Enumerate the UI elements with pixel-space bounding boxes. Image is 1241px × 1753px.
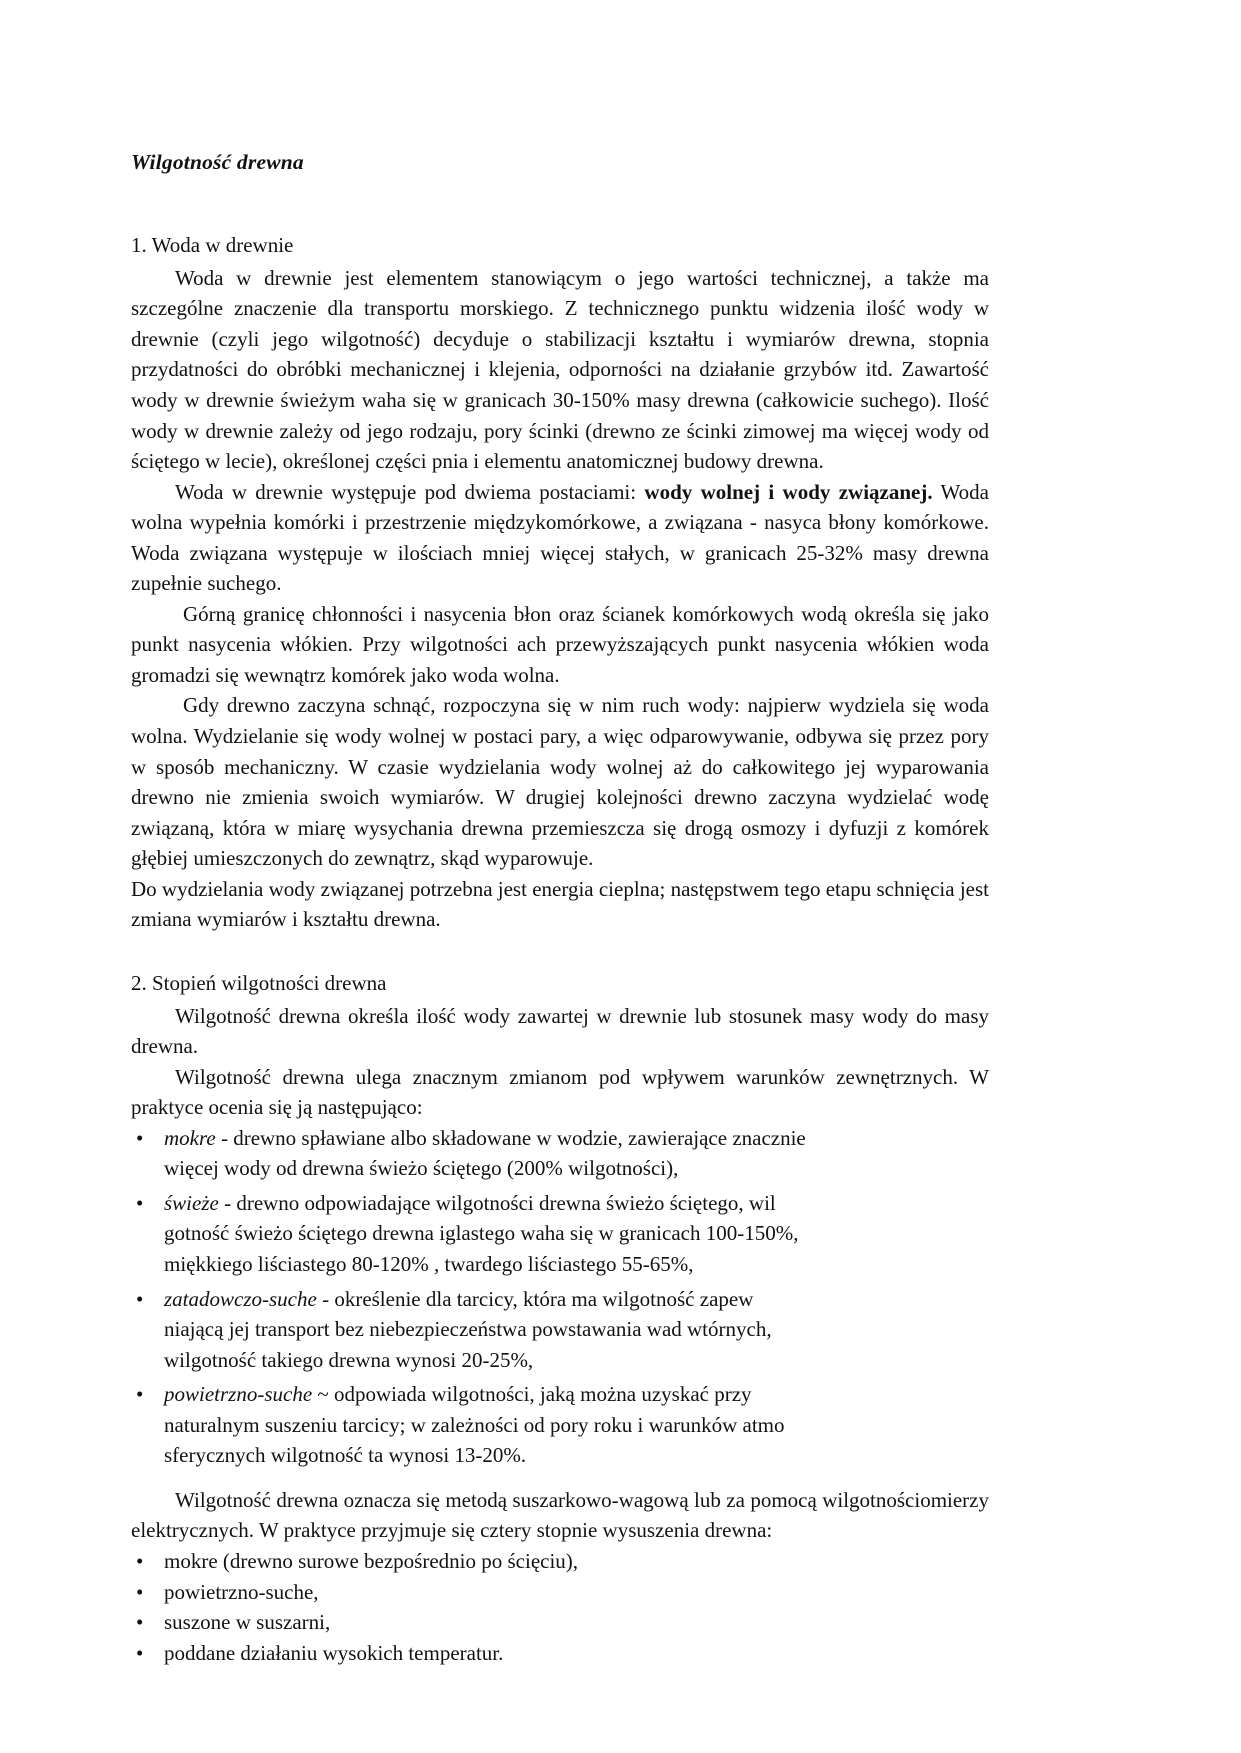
paragraph-postacie-wody [131,477,989,599]
list-item-line [164,1284,989,1315]
list-item [131,1607,989,1638]
list-item-line: niającą jej transport bez niebezpieczeństwa powstawania wad wtórnych, [164,1317,772,1342]
bullet-icon: • [136,1610,144,1635]
list-item-term: mokre [164,1125,216,1150]
bullet-icon: • [136,1640,144,1665]
paragraph-schniecie-drewna: Gdy drewno zaczyna schnąć, rozpoczyna się w nim ruch wody: najpierw wydziela się woda wolna. Wydzielanie się wody wolnej w postaci pary, a więc odparowywanie, odbywa się przez pory w sposób mechaniczny. W czasie wydzielania wody wolnej aż do całkowitego jej wyparowania drewno nie zmienia swoich wymiarów. W drugiej kolejności drewno zaczyna wydzielać wodę związaną, która w miarę wysychania drewna przemieszcza się drogą osmozy i dyfuzji z komórek głębiej umieszczonych do zewnątrz, skąd wyparowuje. [131,693,989,871]
emphasis-wody-wolnej-zwiazanej: wody wolnej i wody związanej. [644,479,933,504]
list-item-text: mokre (drewno surowe bezpośrednio po ścięciu), [164,1548,579,1573]
page-title: Wilgotność drewna [131,150,304,174]
list-item-line: więcej wody od drewna świeżo ściętego (200% wilgotności), [164,1156,679,1181]
list-item-line: naturalnym suszeniu tarcicy; w zależności od pory roku i warunków atmo [164,1412,785,1437]
list-item-line: wilgotność takiego drewna wynosi 20-25%, [164,1347,534,1372]
paragraph-zmiany-wilgotnosci: Wilgotność drewna ulega znacznym zmianom pod wpływem warunków zewnętrznych. W praktyce ocenia się ją następująco: [131,1064,989,1120]
list-item [131,1188,989,1280]
list-item-text: ~ odpowiada wilgotności, jaką można uzyskać przy [312,1382,752,1407]
bullet-list-stopnie-wilgotnosci [131,1123,989,1471]
list-item-line: sferycznych wilgotność ta wynosi 13-20%. [164,1443,527,1468]
list-item-term: świeże [164,1190,219,1215]
document-content [131,150,989,1668]
list-item-line: miękkiego liściastego 80-120% , twardego liściastego 55-65%, [164,1252,694,1277]
list-item-text: powietrzno-suche, [164,1579,319,1604]
paragraph-punkt-nasycenia: Górną granicę chłonności i nasycenia błon oraz ścianek komórkowych wodą określa się jako punkt nasycenia włókien. Przy wilgotności ach przewyższających punkt nasycenia włókien woda gromadzi się wewnątrz komórek jako woda wolna. [131,601,989,687]
list-item [131,1284,989,1376]
section-1-heading: 1. Woda w drewnie [131,233,294,257]
bullet-icon: • [136,1190,144,1215]
list-item-text: - określenie dla tarcicy, która ma wilgotność zapew [316,1286,754,1311]
bullet-list-stopnie-wysuszenia [131,1546,989,1668]
list-item-text: poddane działaniu wysokich temperatur. [164,1640,504,1665]
paragraph-metoda-oznaczania: Wilgotność drewna oznacza się metodą suszarkowo-wagową lub za pomocą wilgotnościomierzy elektrycznych. W praktyce przyjmuje się cztery stopnie wysuszenia drewna: [131,1487,989,1543]
list-item-line [164,1123,989,1154]
paragraph-postacie-lead: Woda w drewnie występuje pod dwiema postaciami: [175,479,645,504]
bullet-icon: • [136,1548,144,1573]
bullet-icon: • [136,1382,144,1407]
list-item-term: zatadowczo-suche [164,1286,317,1311]
list-item [131,1577,989,1608]
bullet-icon: • [136,1579,144,1604]
bullet-icon: • [136,1125,144,1150]
paragraph-energia-cieplna: Do wydzielania wody związanej potrzebna jest energia cieplna; następstwem tego etapu schnięcia jest zmiana wymiarów i kształtu drewna. [131,876,989,932]
bullet-icon: • [136,1286,144,1311]
section-2 [131,969,989,1668]
paragraph-woda-w-drewnie: Woda w drewnie jest elementem stanowiącym o jego wartości technicznej, a także ma szczególne znaczenie dla transportu morskiego. Z technicznego punktu widzenia ilość wody w drewnie (czyli jego wilgotność) decyduje o stabilizacji kształtu i wymiarów drewna, stopnia przydatności do obróbki mechanicznej i klejenia, odporności na działanie grzybów itd. Zawartość wody w drewnie świeżym waha się w granicach 30-150% masy drewna (całkowicie suchego). Ilość wody w drewnie zależy od jego rodzaju, pory ścinki (drewno ze ścinki zimowej ma więcej wody od ściętego w lecie), określonej części pnia i elementu anatomicznej budowy drewna. [131,265,989,474]
paragraph-postacie-tail: Woda wolna wypełnia komórki i przestrzenie międzykomórkowe, a związana - nasyca błony komórkowe. Woda związana występuje w ilościach mniej więcej stałych, w granicach 25-32% masy drewna zupełnie suchego. [131,479,989,596]
list-item-term: powietrzno-suche [164,1382,313,1407]
section-1 [131,231,989,935]
list-item-line: gotność świeżo ściętego drewna iglastego waha się w granicach 100-150%, [164,1221,799,1246]
list-item [131,1638,989,1669]
list-item-text: - drewno odpowiadające wilgotności drewna świeżo ściętego, wil [218,1190,776,1215]
list-item-text: - drewno spławiane albo składowane w wodzie, zawierające znacznie [215,1125,806,1150]
list-item-line [164,1379,989,1410]
list-item-line [164,1188,989,1219]
paragraph-definicja-wilgotnosci: Wilgotność drewna określa ilość wody zawartej w drewnie lub stosunek masy wody do masy drewna. [131,1003,989,1059]
list-item [131,1546,989,1577]
list-item [131,1123,989,1184]
section-2-heading: 2. Stopień wilgotności drewna [131,970,387,995]
list-item-text: suszone w suszarni, [164,1610,331,1635]
list-item [131,1379,989,1471]
